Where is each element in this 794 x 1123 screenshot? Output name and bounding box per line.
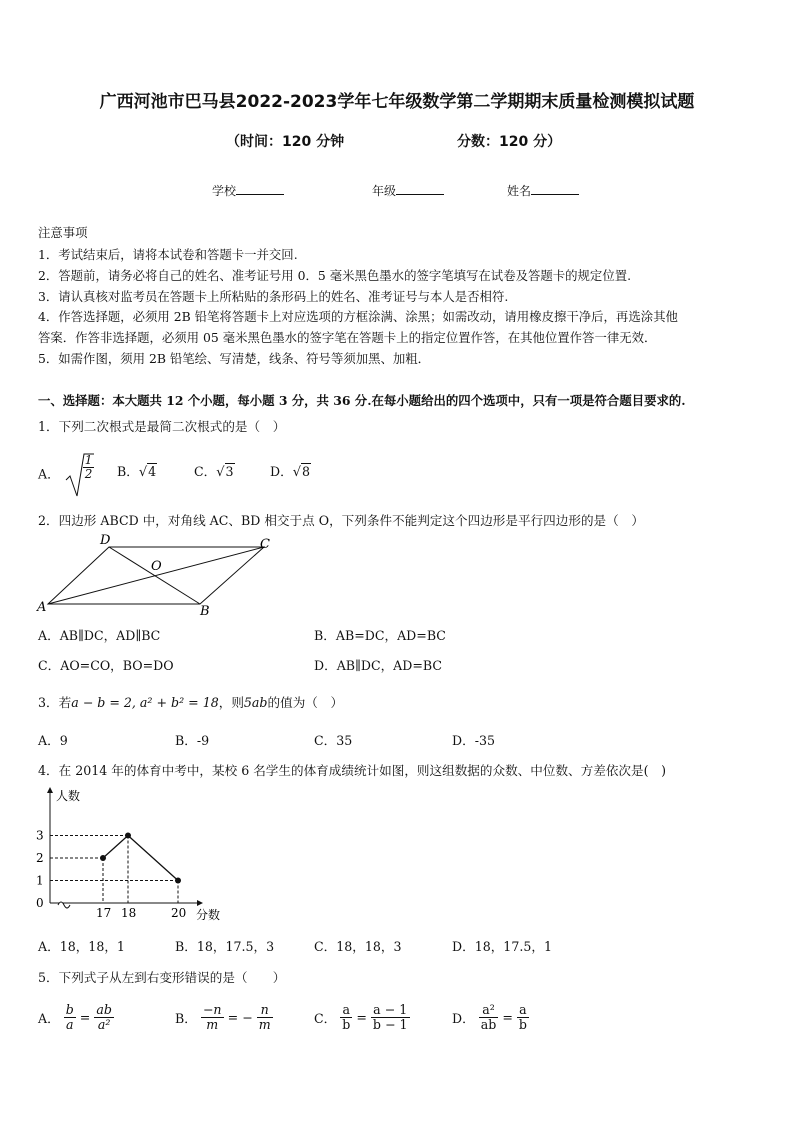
section-heading: 一、选择题：本大题共 12 个小题，每小题 3 分，共 36 分.在每小题给出的四个选项中，只有一项是符合题目要求的. [38,393,686,408]
question-5-option-d [452,1003,529,1032]
page-title: 广西河池市巴马县2022-2023学年七年级数学第二学期期末质量检测模拟试题 [99,92,695,112]
option-label: B． [175,1010,197,1026]
question-2-option-c: C．AO=CO，BO=DO [38,658,174,673]
fraction-numerator: n [257,1003,273,1018]
equals-sign: = [502,1009,513,1025]
notice-item: 5．如需作图，须用 2B 铅笔绘、写清楚，线条、符号等须加黑、加粗． [38,351,431,366]
grade-label: 年级 [372,184,397,198]
q3-mid: ，则 [218,695,244,710]
option-label: D． [452,1010,475,1026]
x-tick-label: 20 [171,906,187,920]
question-2-stem: 2．四边形 ABCD 中，对角线 AC、BD 相交于点 O，下列条件不能判定这个四边形是平行四边形的是（ ） [38,513,644,528]
question-5-option-c [314,1003,410,1032]
question-1-option-d: D．√8 [270,464,311,480]
question-2-option-a: A．AB∥DC，AD∥BC [38,628,161,643]
x-tick-label: 18 [121,906,137,920]
option-label: D． [270,464,293,479]
fraction-numerator: b [65,1002,74,1017]
school-field [212,182,284,199]
question-5-stem: 5．下列式子从左到右变形错误的是（ ） [38,970,286,985]
score-line-chart [30,784,240,924]
question-5-option-b [175,1003,273,1032]
question-1-option-a [38,452,94,498]
radicand: 3 [225,464,234,479]
notice-item: 2．答题前，请务必将自己的姓名、准考证号用 0．5 毫米黑色墨水的签字笔填写在试卷及答题卡的规定位置. [38,268,632,283]
radicand: 4 [148,464,157,479]
question-4-stem: 4．在 2014 年的体育中考中，某校 6 名学生的体育成绩统计如图，则这组数据的众数、中位数、方差依次是( ) [38,763,667,778]
radicand: 8 [302,464,311,479]
fraction-numerator: a − 1 [371,1003,410,1018]
option-label: C． [314,1010,337,1026]
y-tick-label: 2 [36,851,44,865]
option-label: C． [194,464,217,479]
sqrt-fraction [64,452,94,498]
name-label: 姓名 [507,184,532,198]
exam-score: 分数：120 分） [457,134,562,150]
fraction-numerator: a² [479,1003,499,1018]
data-point [125,833,131,839]
fraction-numerator: −n [202,1002,222,1017]
question-2-option-b: B．AB=DC，AD=BC [314,628,446,643]
name-blank [531,183,579,195]
y-tick-label: 3 [36,828,44,843]
y-tick-label: 1 [36,873,44,888]
notice-heading: 注意事项 [38,225,88,240]
question-1-option-c: C．√3 [194,464,234,480]
fraction-denominator: m [258,1016,271,1032]
y-axis-label: 人数 [56,789,81,803]
fraction-denominator: ab [480,1016,497,1032]
question-4-option-d: D．18，17.5，1 [452,939,552,954]
fraction-numerator: a [340,1003,352,1018]
vertex-label-b: B [200,604,210,618]
vertex-label-c: C [260,537,270,552]
vertex-label-a: A [37,600,47,615]
fraction-denominator: a [65,1016,74,1032]
option-label: A． [38,1010,60,1026]
school-blank [236,183,284,195]
fraction-denominator: 2 [84,467,93,482]
option-label: B． [117,464,139,479]
parallelogram-figure [34,532,284,618]
question-5-option-a [38,1003,114,1032]
question-3-option-c: C．35 [314,733,353,748]
notice-item: 答案．作答非选择题，必须用 05 毫米黑色墨水的签字笔在答题卡上的指定位置作答，在其他位置作答一律无效． [38,330,657,345]
question-4-option-c: C．18，18，3 [314,939,402,954]
q3-prefix: 3．若 [38,695,72,710]
fraction-denominator: b − 1 [372,1016,408,1032]
option-label: A． [38,466,60,482]
x-tick-label: 17 [96,906,112,920]
vertex-label-d: D [100,533,111,548]
vertex-label-o: O [151,559,162,574]
series-line [103,836,178,881]
equals-sign: = [79,1009,91,1025]
fraction-numerator: a [517,1003,529,1018]
fraction-denominator: b [518,1016,527,1032]
data-point [175,878,181,884]
fraction-numerator: ab [96,1002,112,1017]
fraction-denominator: a² [97,1016,111,1032]
question-1-option-b: B．√4 [117,464,157,480]
question-3-option-b: B．-9 [175,733,210,748]
question-3-option-d: D．-35 [452,733,495,748]
data-point [100,855,106,861]
question-4-option-b: B．18，17.5，3 [175,939,275,954]
exam-time: （时间：120 分钟 [226,134,345,150]
question-2-option-d: D．AB∥DC，AD=BC [314,658,443,673]
grade-blank [396,183,444,195]
question-3-stem [38,692,343,711]
equals-sign: = [356,1009,367,1025]
q3-target: 5ab [243,695,268,710]
fraction-denominator: m [206,1016,219,1032]
question-3-option-a: A．9 [38,733,68,748]
notice-item: 1．考试结束后，请将本试卷和答题卡一并交回. [38,247,298,262]
grade-field [372,182,444,199]
school-label: 学校 [212,184,237,198]
fraction-denominator: b [342,1016,351,1032]
notice-item: 3．请认真核对监考员在答题卡上所粘贴的条形码上的姓名、准考证号与本人是否相符. [38,289,509,304]
notice-item: 4．作答选择题，必须用 2B 铅笔将答题卡上对应选项的方框涂满、涂黑；如需改动，请用橡皮擦干净后，再选涂其他 [38,309,678,324]
x-axis-label: 分数 [196,908,221,922]
fraction-numerator: 1 [84,453,93,467]
q3-suffix: 的值为（ ） [267,695,344,710]
y-tick-label: 0 [36,896,44,910]
question-1-stem: 1．下列二次根式是最简二次根式的是（ ） [38,419,286,434]
equals-minus-sign: = − [227,1009,253,1025]
diagonal-bd [109,547,200,604]
q3-expression: a − b = 2, a² + b² = 18 [71,695,219,710]
name-field [507,182,579,199]
question-4-option-a: A．18，18，1 [38,939,125,954]
